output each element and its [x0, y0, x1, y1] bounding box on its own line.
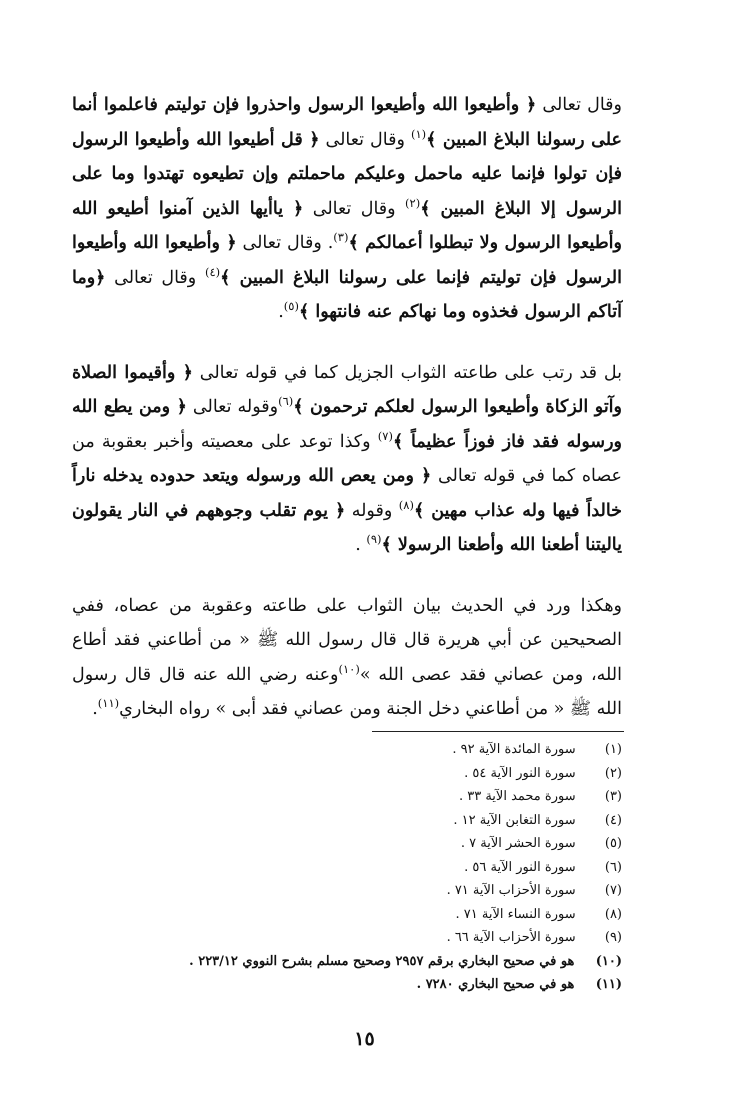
quran-verse: ﴿وما آتاكم الرسول فخذوه وما نهاكم عنه فانتهوا ﴾ [72, 267, 622, 322]
footnote-text: سورة النور الآية ٥٤ . [464, 765, 576, 781]
body-text: . وقال تعالى [236, 233, 334, 253]
quran-verse: ﴿ ومن يطع الله ورسوله فقد فاز فوزاً عظيماً ﴾ [72, 397, 622, 452]
footnote-item [60, 809, 622, 833]
footnote-ref: (٥) [283, 299, 299, 314]
body-text: وقال تعالى [303, 198, 406, 219]
footnote-text: سورة التغابن الآية ١٢ . [453, 812, 576, 828]
footnote-number: (١٠) [595, 953, 622, 969]
footnote-ref: (٨) [398, 497, 414, 512]
footnote-number: (٤) [604, 812, 622, 828]
quran-verse: ﴿ وأقيموا الصلاة وآتو الزكاة وأطيعوا الرسول لعلكم ترحمون ﴾ [72, 362, 622, 417]
footnote-item [60, 738, 622, 762]
footnote-item [60, 879, 622, 903]
page-number: ١٥ [354, 1028, 375, 1050]
footnote-number: (٨) [604, 906, 622, 922]
quran-verse: ﴿ وأطيعوا الله وأطيعوا الرسول واحذروا فإن توليتم فاعلموا أنما على رسولنا البلاغ المبين ﴾ [72, 95, 622, 150]
body-text: . [278, 302, 284, 322]
footnote-text: سورة الحشر الآية ٧ . [460, 836, 576, 851]
footnote-ref: (٣) [333, 230, 349, 245]
footnotes [60, 738, 622, 997]
footnote-ref: (١) [410, 126, 427, 141]
footnote-item [60, 926, 622, 950]
footnote-text: سورة المائدة الآية ٩٢ . [452, 742, 576, 757]
footnote-number: (٢) [604, 765, 622, 781]
footnote-text: هو في صحيح البخاري ٧٢٨٠ . [416, 977, 575, 992]
footnote-item [60, 762, 622, 786]
paragraph [72, 589, 622, 727]
paragraph [72, 356, 622, 563]
footnote-ref: (١٠) [338, 661, 360, 676]
footnote-item [60, 832, 622, 856]
body-text: وكذا توعد على معصيته وأخبر بعقوبة من عصاه كما في قوله تعالى [72, 431, 623, 486]
body-text: . [355, 535, 367, 555]
main-text [72, 88, 622, 753]
quran-verse: ﴿ وأطيعوا الله وأطيعوا الرسول فإن توليتم فإنما على رسولنا البلاغ المبين ﴾ [72, 233, 622, 288]
body-text: وعنه رضي الله عنه قال قال رسول الله ﷺ « من أطاعني دخل الجنة ومن عصاني فقد أبى » رواه البخاري [72, 664, 622, 719]
body-text: وقال تعالى [536, 95, 622, 115]
footnote-item [60, 950, 622, 974]
footnote-number: (٧) [604, 883, 622, 898]
footnote-text: هو في صحيح البخاري برقم ٢٩٥٧ وصحيح مسلم بشرح النووي ٢٢٣/١٢ . [189, 953, 575, 969]
footnote-number: (٩) [604, 930, 622, 945]
footnote-ref: (٢) [405, 195, 421, 210]
quran-verse: ﴿ قل أطيعوا الله وأطيعوا الرسول فإن تولوا فإنما عليه ماحمل وعليكم ماحملتم وإن تطيعوه تهتدوا وما على الرسول إلا البلاغ المبين ﴾ [72, 129, 622, 219]
footnote-text: سورة النور الآية ٥٦ . [464, 859, 576, 875]
body-text: وقوله تعالى [186, 397, 279, 417]
footnote-ref: (٤) [204, 264, 221, 279]
footnote-text: سورة الأحزاب الآية ٦٦ . [446, 930, 576, 945]
footnote-item [60, 903, 622, 927]
footnote-ref: (٧) [377, 428, 393, 443]
body-text: وقال تعالى [105, 267, 205, 288]
body-text: . [92, 699, 98, 719]
paragraph [72, 88, 622, 330]
quran-verse: ﴿ ومن يعص الله ورسوله ويتعد حدوده يدخله ناراً خالداً فيها وله عذاب مهين ﴾ [72, 466, 622, 521]
footnote-ref: (٦) [278, 394, 294, 409]
footnote-number: (١) [604, 742, 622, 757]
footnote-divider [372, 731, 624, 732]
footnote-number: (١١) [595, 977, 622, 992]
footnote-item [60, 973, 622, 997]
footnote-number: (٦) [604, 859, 622, 875]
body-text: وهكذا ورد في الحديث بيان الثواب على طاعته وعقوبة من عصاه، ففي الصحيحين عن أبي هريرة قال قال رسول الله ﷺ « من أطاعني فقد أطاع الله، ومن عصاني فقد عصى الله » [72, 595, 622, 685]
footnote-number: (٥) [604, 836, 622, 851]
footnote-text: سورة الأحزاب الآية ٧١ . [446, 883, 576, 898]
quran-verse: ﴿ ياأيها الذين آمنوا أطيعو الله وأطيعوا الرسول ولا تبطلوا أعمالكم ﴾ [72, 198, 623, 253]
footnote-text: سورة محمد الآية ٣٣ . [458, 789, 576, 804]
body-text: وقوله [345, 500, 399, 521]
footnote-ref: (٩) [366, 532, 382, 547]
body-text: بل قد رتب على طاعته الثواب الجزيل كما في قوله تعالى [192, 362, 622, 383]
footnote-item [60, 785, 622, 809]
body-text: وقال تعالى [319, 129, 411, 150]
quran-verse: ﴿ يوم تقلب وجوههم في النار يقولون ياليتنا أطعنا الله وأطعنا الرسولا ﴾ [72, 500, 622, 555]
footnote-ref: (١١) [97, 696, 120, 711]
footnote-item [60, 856, 622, 880]
footnote-number: (٣) [604, 789, 622, 804]
footnote-text: سورة النساء الآية ٧١ . [455, 906, 576, 922]
